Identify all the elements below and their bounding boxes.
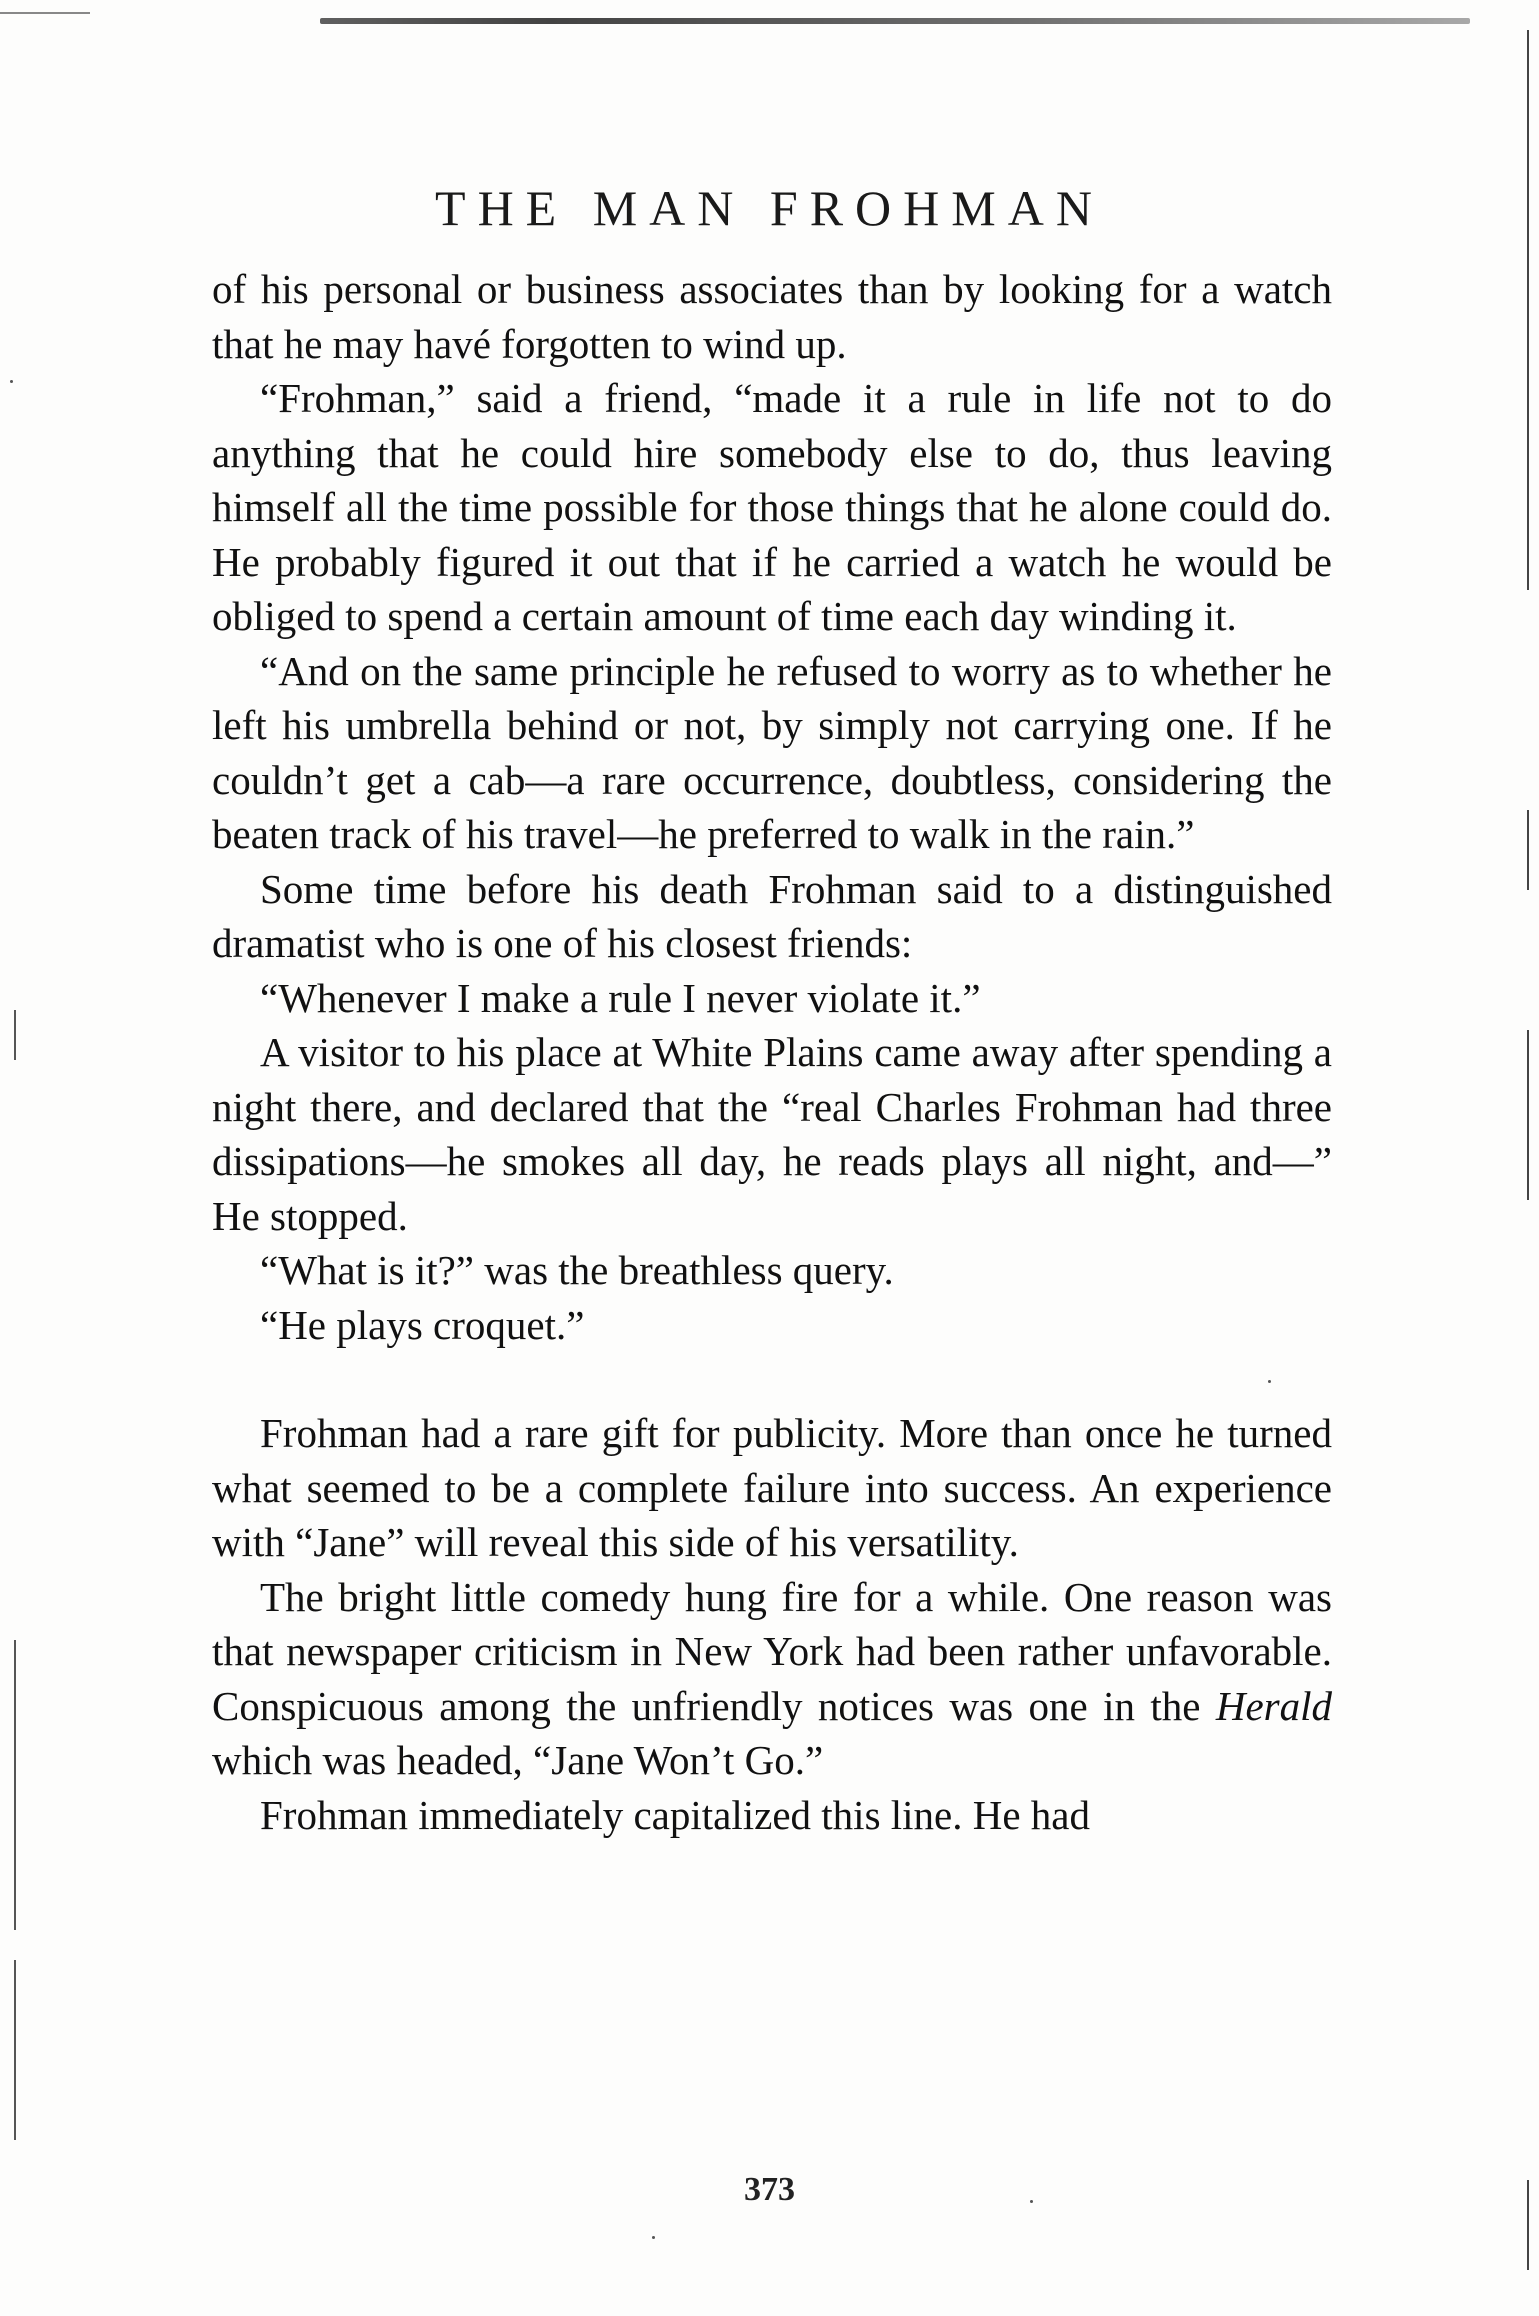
scan-edge-line bbox=[1527, 30, 1529, 590]
scan-edge-line bbox=[14, 1960, 16, 2140]
scan-edge-line bbox=[1527, 1030, 1529, 1200]
paragraph bbox=[212, 1570, 1332, 1788]
scan-edge-mark bbox=[0, 12, 90, 14]
paragraph: Frohman had a rare gift for publicity. More than once he turned what seemed to be a complete failure into success. An experience with “Jane” will reveal this side of his versatility. bbox=[212, 1410, 1332, 1565]
newspaper-title: Herald bbox=[1215, 1682, 1333, 1729]
paragraph-continued: of his personal or business associates than by looking for a watch that he may havé forgotten to wind up. bbox=[212, 266, 1332, 367]
paragraph: “Whenever I make a rule I never violate it.” bbox=[260, 974, 981, 1021]
paragraph: “And on the same principle he refused to worry as to whether he left his umbrella behind or not, by simply not carrying one. If he couldn’t get a cab—a rare occurrence, doubtless, considering the beaten track of his travel—he preferred to walk in the rain.” bbox=[212, 647, 1332, 857]
scan-edge-line bbox=[14, 1640, 16, 1930]
scan-edge-line bbox=[1527, 810, 1529, 890]
paragraph: “He plays croquet.” bbox=[260, 1301, 585, 1348]
top-rule bbox=[320, 18, 1470, 24]
paragraph: Frohman immediately capitalized this line. He had bbox=[260, 1791, 1091, 1838]
scan-speck bbox=[10, 380, 13, 383]
paragraph: A visitor to his place at White Plains came away after spending a night there, and declared that the “real Charles Frohman had three dissipations—he smokes all day, he reads plays all night, and—” He stopped. bbox=[212, 1029, 1332, 1239]
paragraph-text: The bright little comedy hung fire for a while. One reason was that newspaper criticism in New York had been rather unfavorable. Conspicuous among the unfriendly notices was one in the bbox=[212, 1573, 1332, 1729]
scan-speck bbox=[652, 2236, 655, 2239]
page-number: 373 bbox=[744, 2171, 795, 2208]
paragraph: Some time before his death Frohman said to a distinguished dramatist who is one of his closest friends: bbox=[212, 865, 1332, 966]
paragraph: “Frohman,” said a friend, “made it a rule in life not to do anything that he could hire somebody else to do, thus leaving himself all the time possible for those things that he alone could do. He probably figured it out that if he carried a watch he would be obliged to spend a certain amount of time each day winding it. bbox=[212, 375, 1332, 639]
body-text bbox=[212, 262, 1332, 1842]
running-head: THE MAN FROHMAN bbox=[435, 180, 1104, 236]
paragraph: “What is it?” was the breathless query. bbox=[260, 1247, 894, 1293]
scan-edge-line bbox=[14, 1010, 16, 1060]
paragraph-text: which was headed, “Jane Won’t Go.” bbox=[212, 1737, 824, 1783]
